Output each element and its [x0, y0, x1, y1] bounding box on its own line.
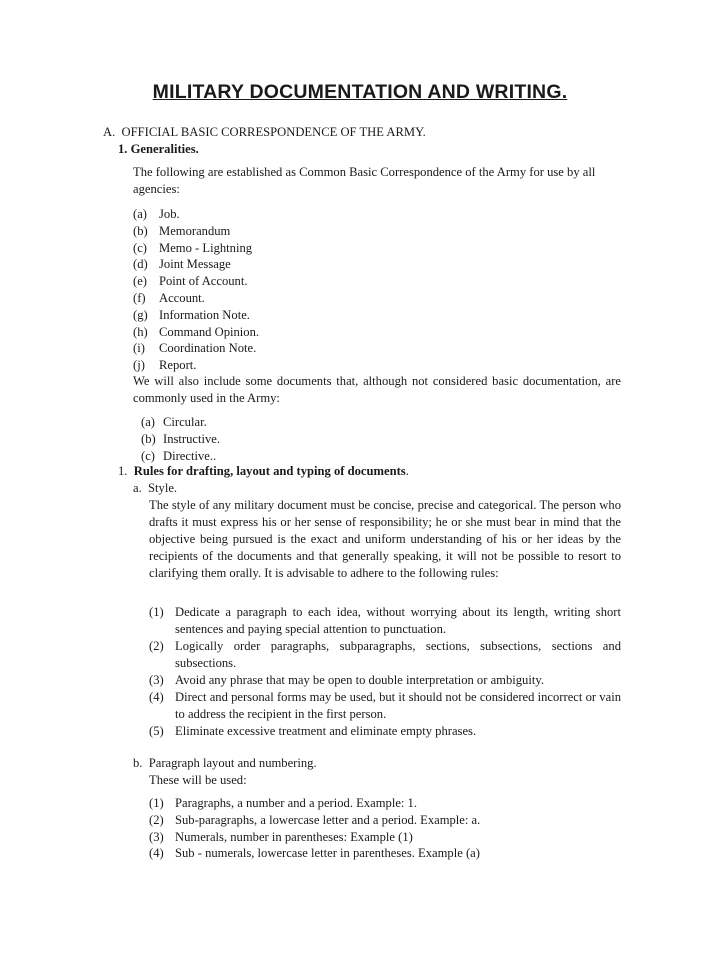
style-rule-item	[149, 604, 621, 638]
correspondence-item-text: Memo - Lightning	[159, 240, 253, 255]
correspondence-item-text: Job.	[159, 207, 180, 221]
section-a-heading	[103, 124, 426, 141]
additional-document-item-text: Directive..	[163, 448, 217, 463]
rules-title-period: .	[405, 464, 409, 478]
rules-heading	[118, 463, 409, 480]
style-rule-item-text: Avoid any phrase that may be open to double interpretation or ambiguity.	[175, 673, 544, 687]
numbering-item-text: Numerals, number in parentheses: Example (1)	[175, 829, 413, 844]
correspondence-item-text: Information Note.	[159, 307, 250, 322]
correspondence-item	[133, 240, 613, 257]
correspondence-item	[133, 206, 613, 223]
correspondence-item	[133, 256, 613, 273]
additional-document-item	[141, 448, 441, 465]
correspondence-item-marker: (h)	[133, 324, 148, 339]
layout-intro: These will be used:	[149, 773, 247, 787]
style-rules-list	[149, 604, 621, 740]
correspondence-item-text: Memorandum	[159, 223, 231, 238]
numbering-item-marker: (3)	[149, 829, 164, 844]
style-title: Style.	[148, 481, 178, 495]
correspondence-item	[133, 340, 613, 357]
correspondence-item-marker: (g)	[133, 307, 148, 322]
correspondence-item-text: Point of Account.	[159, 274, 248, 289]
generalities-marker: 1.	[118, 142, 128, 156]
correspondence-item-text: Coordination Note.	[159, 341, 257, 356]
numbering-item-text: Paragraphs, a number and a period. Example: 1.	[175, 796, 417, 810]
correspondence-item-marker: (f)	[133, 290, 146, 305]
style-rule-item-text: Dedicate a paragraph to each idea, without worrying about its length, writing short sentences and paying special attention to punctuation.	[175, 605, 621, 636]
layout-marker: b.	[133, 756, 143, 770]
additional-document-item	[141, 414, 441, 431]
style-rule-item-marker: (3)	[149, 673, 164, 687]
style-rule-item	[149, 672, 621, 689]
rules-title: Rules for drafting, layout and typing of documents	[133, 464, 406, 478]
numbering-item-marker: (1)	[149, 796, 164, 810]
numbering-item-text: Sub - numerals, lowercase letter in parentheses. Example (a)	[175, 846, 480, 861]
style-rule-item	[149, 689, 621, 723]
generalities-heading	[118, 141, 199, 158]
style-marker: a.	[133, 481, 142, 495]
style-rule-item-marker: (4)	[149, 690, 164, 704]
additional-documents-intro: We will also include some documents that, although not considered basic documentation, are commonly used in the Army:	[133, 374, 621, 405]
section-a-title: OFFICIAL BASIC CORRESPONDENCE OF THE ARMY.	[121, 125, 426, 139]
style-rule-item-marker: (5)	[149, 724, 164, 738]
section-a-marker: A.	[103, 125, 116, 139]
generalities-title: Generalities.	[130, 142, 199, 156]
correspondence-item	[133, 307, 613, 324]
additional-document-item-text: Circular.	[163, 415, 207, 429]
numbering-item	[149, 845, 621, 862]
additional-document-item-marker: (a)	[141, 415, 155, 429]
correspondence-list	[133, 206, 613, 374]
numbering-item-marker: (2)	[149, 812, 164, 827]
style-rule-item-marker: (1)	[149, 605, 164, 619]
numbering-item-text: Sub-paragraphs, a lowercase letter and a period. Example: a.	[175, 812, 481, 827]
correspondence-item-marker: (a)	[133, 207, 147, 221]
correspondence-item	[133, 273, 613, 290]
correspondence-item-marker: (c)	[133, 240, 147, 255]
additional-document-item-text: Instructive.	[163, 431, 221, 446]
additional-documents-list	[141, 414, 441, 464]
rules-marker: 1.	[118, 464, 128, 478]
style-rule-item-text: Eliminate excessive treatment and eliminate empty phrases.	[175, 724, 477, 738]
correspondence-item-marker: (b)	[133, 223, 148, 238]
numbering-item	[149, 812, 621, 829]
layout-title: Paragraph layout and numbering.	[148, 756, 317, 770]
style-heading	[133, 480, 177, 497]
document-title: MILITARY DOCUMENTATION AND WRITING.	[152, 81, 568, 103]
additional-document-item-marker: (b)	[141, 431, 156, 446]
generalities-intro: The following are established as Common Basic Correspondence of the Army for use by all agencies:	[133, 165, 596, 196]
style-rule-item-text: Direct and personal forms may be used, but it should not be considered incorrect or vain to address the recipient in the first person.	[175, 690, 621, 721]
correspondence-item-text: Command Opinion.	[159, 324, 260, 339]
correspondence-item	[133, 223, 613, 240]
correspondence-item	[133, 290, 613, 307]
correspondence-item	[133, 357, 613, 374]
style-paragraph: The style of any military document must be concise, precise and categorical. The person who drafts it must express his or her sense of responsibility; he or she must bear in mind that the objective being pursued is the exact and uniform understanding of his or her ideas by the recipients of the documents and that generally speaking, it will not be possible to resort to clarifying them orally. It is advisable to adhere to the following rules:	[149, 498, 621, 580]
correspondence-item-text: Account.	[159, 290, 205, 305]
additional-document-item	[141, 431, 441, 448]
numbering-item-marker: (4)	[149, 846, 164, 861]
correspondence-item-marker: (i)	[133, 341, 145, 356]
numbering-item	[149, 795, 621, 812]
numbering-item	[149, 829, 621, 846]
correspondence-item-text: Joint Message	[159, 257, 231, 272]
additional-document-item-marker: (c)	[141, 448, 155, 463]
correspondence-item-marker: (d)	[133, 257, 148, 272]
style-rule-item-text: Logically order paragraphs, subparagraphs, sections, subsections, sections and subsections.	[175, 639, 621, 670]
numbering-list	[149, 795, 621, 862]
correspondence-item-text: Report.	[159, 358, 197, 373]
correspondence-item-marker: (e)	[133, 274, 147, 289]
correspondence-item-marker: (j)	[133, 358, 145, 373]
style-rule-item	[149, 723, 621, 740]
layout-heading	[133, 755, 317, 772]
correspondence-item	[133, 324, 613, 341]
style-rule-item	[149, 638, 621, 672]
style-rule-item-marker: (2)	[149, 639, 164, 653]
